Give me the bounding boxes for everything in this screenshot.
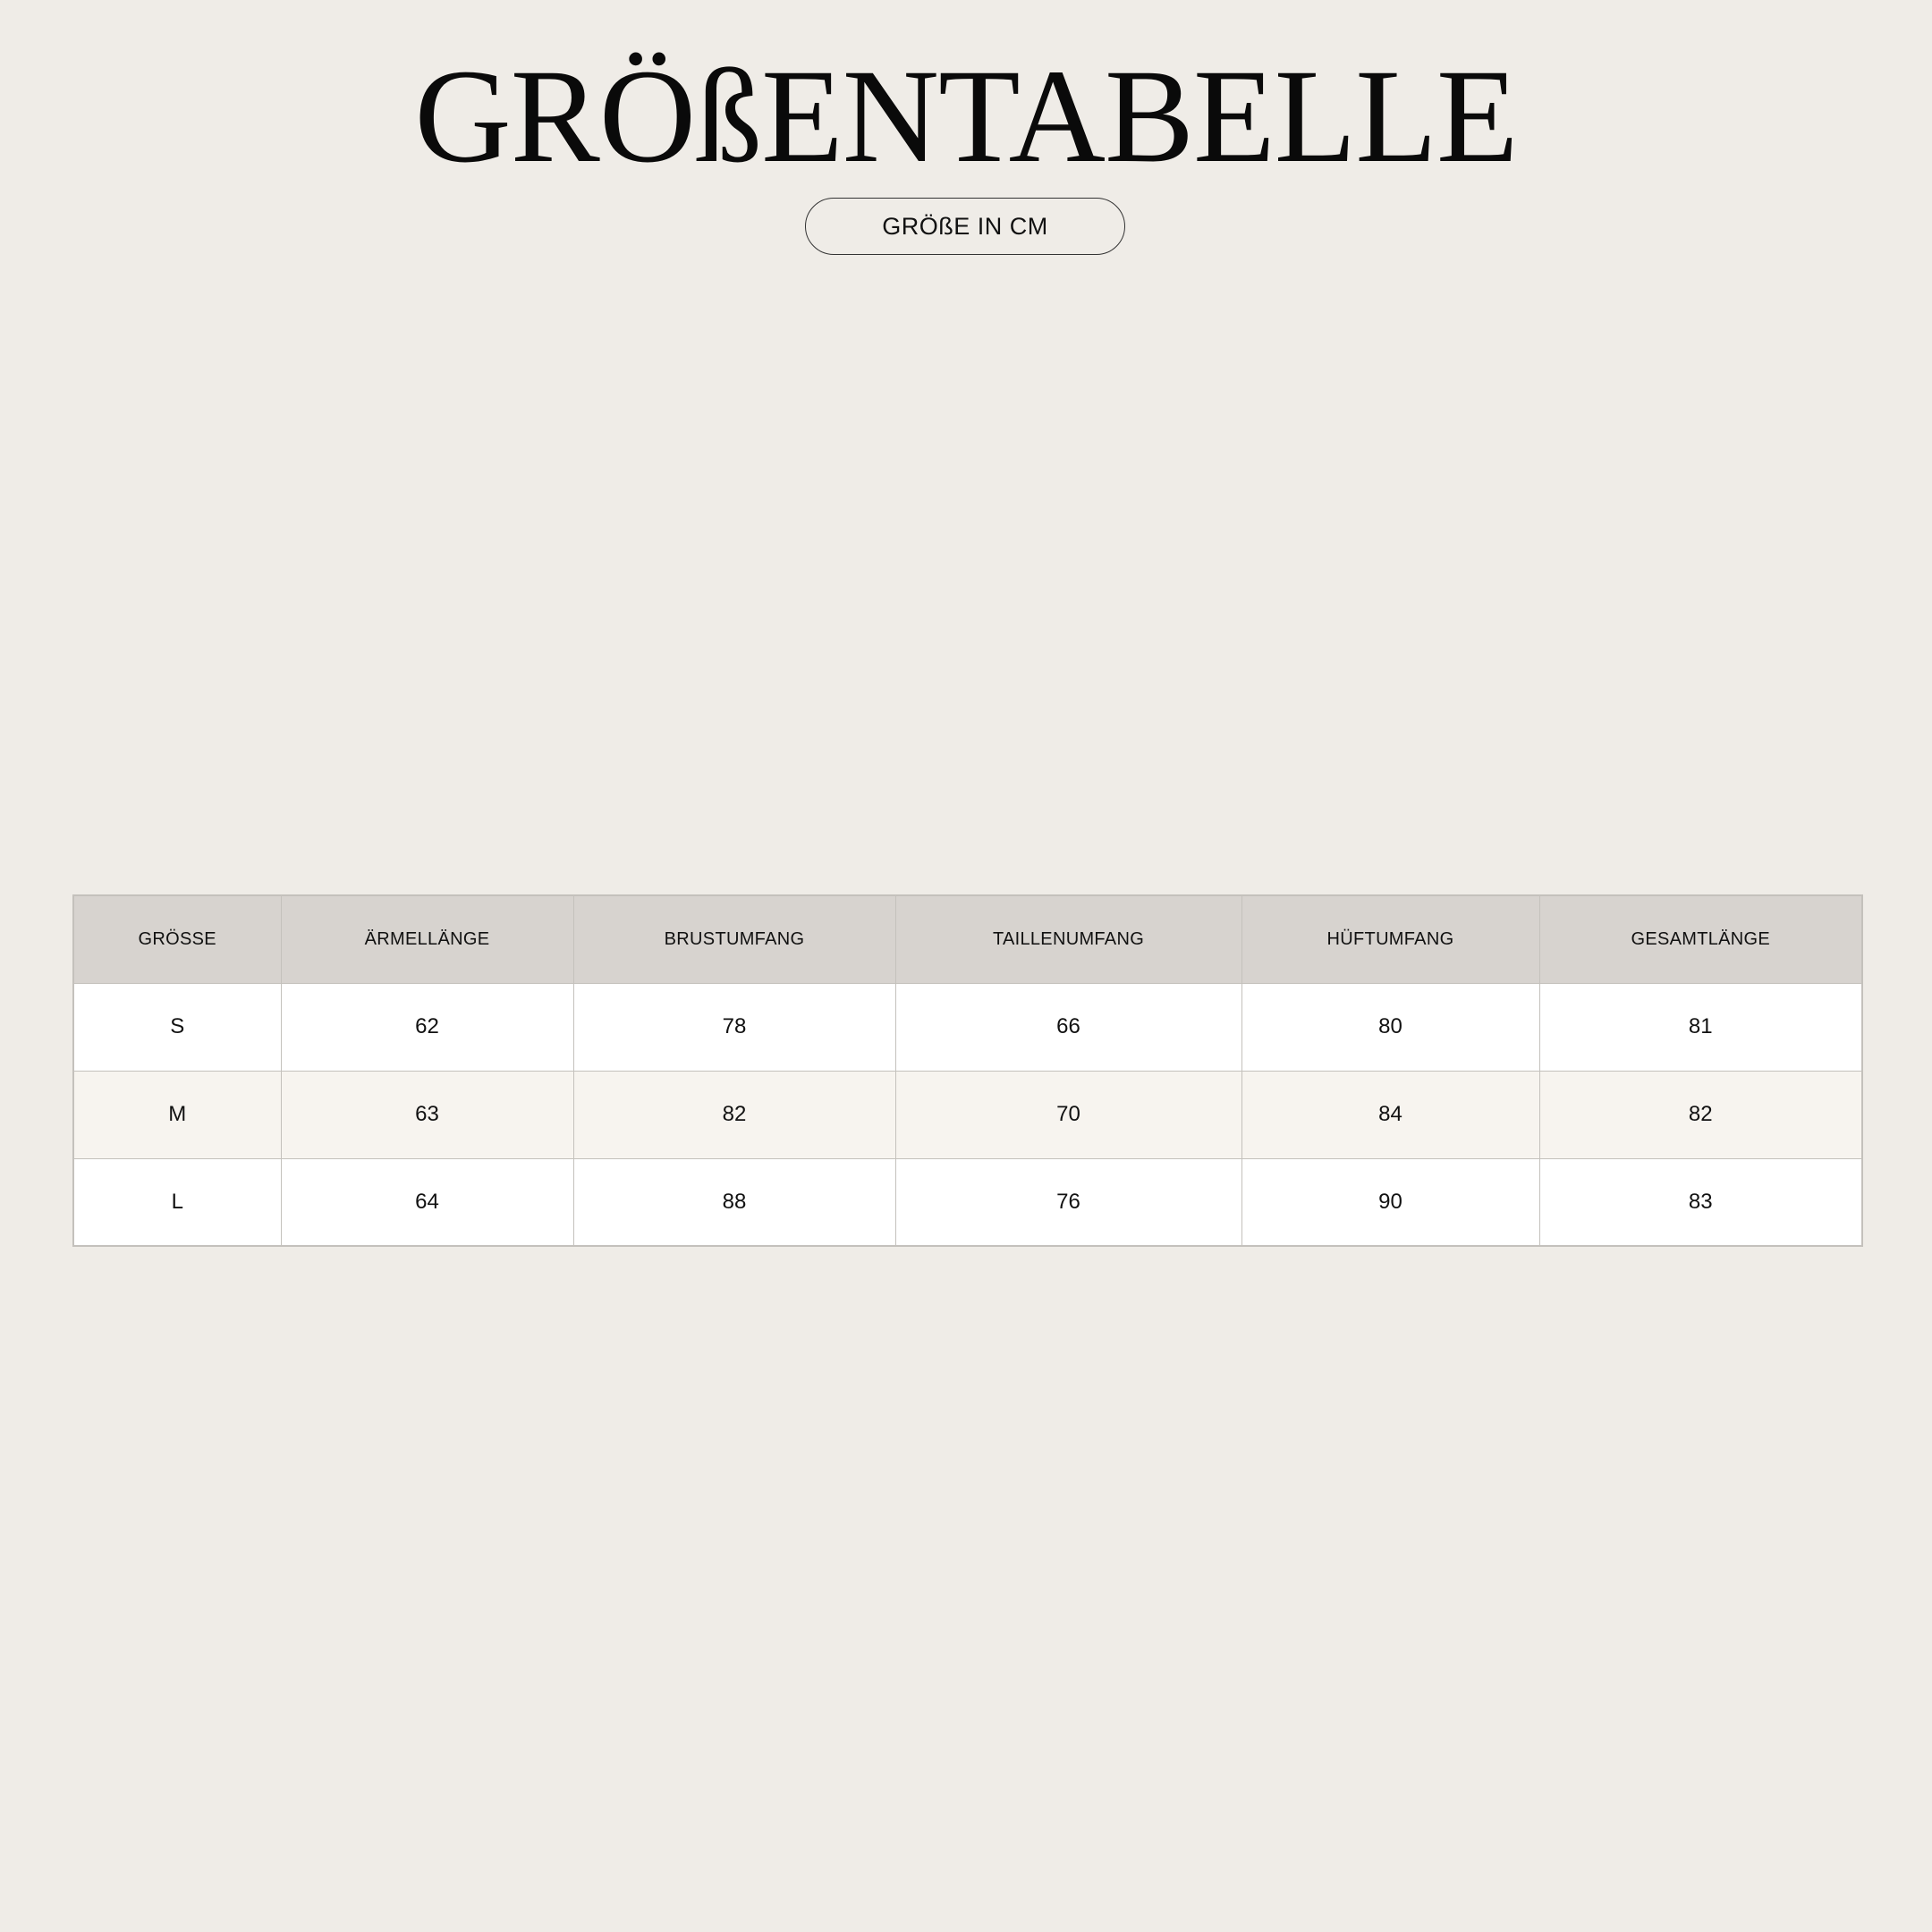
column-header-waist: TAILLENUMFANG (895, 895, 1241, 983)
table-cell: 70 (895, 1071, 1241, 1158)
table-cell: 82 (1539, 1071, 1862, 1158)
table-cell: 80 (1241, 983, 1539, 1071)
table-row (73, 983, 1862, 1071)
unit-badge: GRÖßE IN CM (805, 198, 1125, 255)
table-cell: 82 (573, 1071, 895, 1158)
table-row (73, 1158, 1862, 1246)
table-cell-size: S (73, 983, 281, 1071)
table-cell: 78 (573, 983, 895, 1071)
table-cell: 63 (281, 1071, 573, 1158)
table-row (73, 1071, 1862, 1158)
table-cell: 88 (573, 1158, 895, 1246)
table-cell: 76 (895, 1158, 1241, 1246)
column-header-chest: BRUSTUMFANG (573, 895, 895, 983)
size-table (72, 894, 1863, 1247)
column-header-size: GRÖSSE (73, 895, 281, 983)
table-cell: 83 (1539, 1158, 1862, 1246)
table-cell: 62 (281, 983, 573, 1071)
table-cell: 84 (1241, 1071, 1539, 1158)
column-header-sleeve-length: ÄRMELLÄNGE (281, 895, 573, 983)
table-cell: 81 (1539, 983, 1862, 1071)
table-cell: 90 (1241, 1158, 1539, 1246)
column-header-hip: HÜFTUMFANG (1241, 895, 1539, 983)
table-cell: 66 (895, 983, 1241, 1071)
page-title: GRÖßENTABELLE (414, 42, 1518, 191)
column-header-total-length: GESAMTLÄNGE (1539, 895, 1862, 983)
table-cell: 64 (281, 1158, 573, 1246)
table-header-row (73, 895, 1862, 983)
table-cell-size: L (73, 1158, 281, 1246)
table-cell-size: M (73, 1071, 281, 1158)
